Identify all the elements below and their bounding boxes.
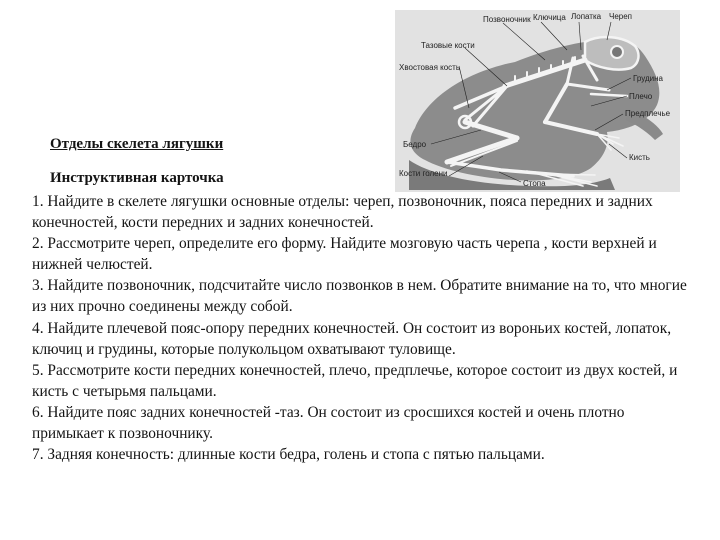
label-foot: Стопа xyxy=(523,179,546,188)
instruction-item: 6. Найдите пояс задних конечностей -таз. Он состоит из сросшихся костей и очень плотно примыкает к позвоночнику. xyxy=(32,403,625,443)
label-femur: Бедро xyxy=(403,140,427,149)
card-title: Инструктивная карточка xyxy=(50,170,224,186)
frog-skeleton-figure xyxy=(395,10,680,192)
instruction-item: 3. Найдите позвоночник, подсчитайте число позвонков в нем. Обратите внимание на то, что многие из них прочно соединены между собой. xyxy=(32,277,687,316)
instruction-item: 1. Найдите в скелете лягушки основные отделы: череп, позвоночник, пояса передних и задних конечностей, кости передних и задних конечностей. xyxy=(32,193,653,232)
label-scapula: Лопатка xyxy=(571,12,602,21)
section-title: Отделы скелета лягушки xyxy=(50,136,224,152)
label-hand: Кисть xyxy=(629,153,650,162)
label-urostyle: Хвостовая кость xyxy=(399,63,461,72)
label-sternum: Грудина xyxy=(633,74,663,83)
instruction-list xyxy=(32,191,696,465)
label-forearm: Предплечье xyxy=(625,109,671,118)
label-tibia: Кости голени xyxy=(399,169,448,178)
label-spine: Позвоночник xyxy=(483,15,531,24)
instruction-item: 4. Найдите плечевой пояс-опору передних конечностей. Он состоит из вороньих костей, лопаток, ключиц и грудины, которые полукольцом охватывают туловище. xyxy=(32,319,672,358)
instruction-item: 2. Рассмотрите череп, определите его форму. Найдите мозговую часть черепа , кости верхней и нижней челюстей. xyxy=(32,235,657,274)
instruction-item: 5. Рассмотрите кости передних конечностей, плечо, предплечье, которое состоит из двух костей, и кисть с четырьмя пальцами. xyxy=(32,361,678,400)
label-humerus: Плечо xyxy=(629,92,653,101)
frog-skeleton-drawing xyxy=(395,10,680,192)
label-clavicle: Ключица xyxy=(533,13,566,22)
label-pelvic-bones: Тазовые кости xyxy=(421,41,475,50)
instruction-item: 7. Задняя конечность: длинные кости бедра, голень и стопа с пятью пальцами. xyxy=(32,446,545,464)
label-skull: Череп xyxy=(609,12,633,21)
